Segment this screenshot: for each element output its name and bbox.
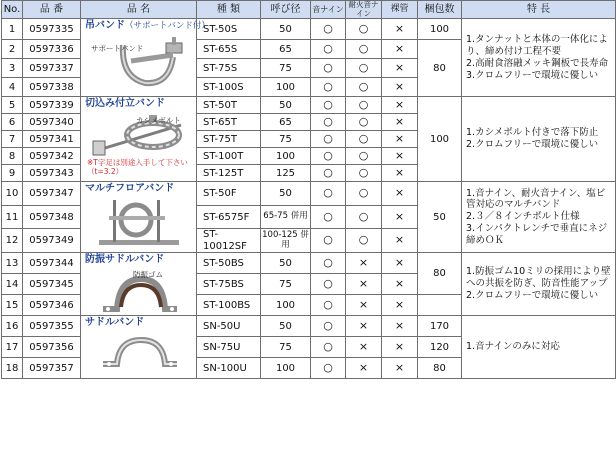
cell-bare-pipe: ×	[382, 165, 418, 182]
cell-code: 0597356	[23, 337, 81, 358]
cell-bare-pipe: ×	[382, 59, 418, 78]
cell-bare-pipe: ×	[382, 274, 418, 295]
cell-type: ST-50T	[197, 97, 261, 114]
header-row	[2, 1, 616, 19]
product-note: サポートバンド	[91, 44, 144, 54]
cell-sound-nylon: ○	[311, 131, 346, 148]
product-name	[85, 20, 210, 32]
cell-sound-nylon: ○	[311, 229, 346, 253]
cell-type: ST-6575F	[197, 206, 261, 229]
cell-pack: 100	[418, 19, 462, 40]
cell-type: ST-125T	[197, 165, 261, 182]
cell-sound-nylon: ○	[311, 274, 346, 295]
cell-code: 0597346	[23, 295, 81, 316]
cell-code: 0597335	[23, 19, 81, 40]
feature-line: 3.クロムフリーで環境に優しい	[466, 69, 599, 81]
cell-pack: 80	[418, 358, 462, 379]
header-sound-nylon: 音ナイン	[311, 1, 346, 19]
cell-sound-nylon: ○	[311, 114, 346, 131]
cell-fire-nylon: ○	[346, 97, 382, 114]
cell-type: SN-50U	[197, 316, 261, 337]
cell-type: ST-65T	[197, 114, 261, 131]
cell-size: 65-75 併用	[261, 206, 311, 229]
product-name-cell	[81, 316, 197, 379]
cell-type: ST-10012SF	[197, 229, 261, 253]
cell-bare-pipe: ×	[382, 229, 418, 253]
table-row	[2, 316, 616, 337]
product-subtitle: （サポートバンド付）	[125, 21, 210, 32]
product-name-cell	[81, 97, 197, 182]
header-size: 呼び径	[261, 1, 311, 19]
product-note: カシメボルト	[136, 116, 181, 126]
cell-bare-pipe: ×	[382, 40, 418, 59]
header-name: 品 名	[81, 1, 197, 19]
cell-sound-nylon: ○	[311, 97, 346, 114]
cell-no: 9	[2, 165, 23, 182]
cell-no: 7	[2, 131, 23, 148]
cell-sound-nylon: ○	[311, 182, 346, 206]
feature-cell	[462, 182, 616, 253]
cell-code: 0597349	[23, 229, 81, 253]
cell-fire-nylon: ×	[346, 295, 382, 316]
cell-type: ST-100BS	[197, 295, 261, 316]
cell-bare-pipe: ×	[382, 78, 418, 97]
cell-size: 65	[261, 40, 311, 59]
cell-fire-nylon: ○	[346, 182, 382, 206]
cell-fire-nylon: ○	[346, 40, 382, 59]
cell-code: 0597357	[23, 358, 81, 379]
cell-pack: 170	[418, 316, 462, 337]
cell-type: ST-75BS	[197, 274, 261, 295]
cell-sound-nylon: ○	[311, 206, 346, 229]
header-code: 品 番	[23, 1, 81, 19]
cell-no: 4	[2, 78, 23, 97]
header-pack: 梱包数	[418, 1, 462, 19]
cell-bare-pipe: ×	[382, 19, 418, 40]
cell-code: 0597337	[23, 59, 81, 78]
cell-size: 65	[261, 114, 311, 131]
cell-fire-nylon: ○	[346, 148, 382, 165]
cell-no: 6	[2, 114, 23, 131]
cell-type: ST-100T	[197, 148, 261, 165]
cell-fire-nylon: ×	[346, 253, 382, 274]
feature-cell	[462, 253, 616, 316]
cell-code: 0597342	[23, 148, 81, 165]
cell-no: 8	[2, 148, 23, 165]
cell-sound-nylon: ○	[311, 316, 346, 337]
cell-type: SN-75U	[197, 337, 261, 358]
cell-size: 100	[261, 148, 311, 165]
cell-no: 13	[2, 253, 23, 274]
cell-no: 14	[2, 274, 23, 295]
cell-bare-pipe: ×	[382, 337, 418, 358]
cell-size: 75	[261, 337, 311, 358]
cell-code: 0597338	[23, 78, 81, 97]
cell-bare-pipe: ×	[382, 295, 418, 316]
cell-sound-nylon: ○	[311, 337, 346, 358]
product-name-cell	[81, 182, 197, 253]
cell-no: 1	[2, 19, 23, 40]
cell-code: 0597339	[23, 97, 81, 114]
feature-line: 3.インパクトレンチで垂直にネジ締めＯＫ	[466, 223, 608, 247]
cell-size: 100	[261, 78, 311, 97]
feature-line: 1.音ナインのみに対応	[466, 341, 560, 353]
table-row	[2, 182, 616, 206]
product-name	[85, 317, 144, 329]
cell-sound-nylon: ○	[311, 165, 346, 182]
product-title: 防振サドルバンド	[85, 254, 165, 266]
cell-size: 100-125 併用	[261, 229, 311, 253]
cell-fire-nylon: ○	[346, 131, 382, 148]
feature-line: 2.クロムフリーで環境に優しい	[466, 290, 599, 302]
cell-size: 50	[261, 97, 311, 114]
product-name	[85, 254, 164, 266]
cell-code: 0597340	[23, 114, 81, 131]
cell-fire-nylon: ○	[346, 206, 382, 229]
cell-size: 125	[261, 165, 311, 182]
header-type: 種 類	[197, 1, 261, 19]
cell-type: ST-50S	[197, 19, 261, 40]
feature-line: 2.３／８インチボルト仕様	[466, 211, 580, 223]
cell-bare-pipe: ×	[382, 114, 418, 131]
cell-type: ST-65S	[197, 40, 261, 59]
header-no: No.	[2, 1, 23, 19]
cell-code: 0597343	[23, 165, 81, 182]
cell-size: 50	[261, 19, 311, 40]
cell-no: 3	[2, 59, 23, 78]
cell-bare-pipe: ×	[382, 253, 418, 274]
product-name-cell	[81, 19, 210, 97]
cell-fire-nylon: ×	[346, 316, 382, 337]
cell-code: 0597347	[23, 182, 81, 206]
cell-fire-nylon: ×	[346, 358, 382, 379]
cell-sound-nylon: ○	[311, 358, 346, 379]
cell-sound-nylon: ○	[311, 253, 346, 274]
cell-bare-pipe: ×	[382, 148, 418, 165]
cell-fire-nylon: ×	[346, 274, 382, 295]
product-title: 吊バンド	[85, 20, 125, 32]
cell-no: 12	[2, 229, 23, 253]
header-bare-pipe: 裸管	[382, 1, 418, 19]
cell-size: 100	[261, 358, 311, 379]
cell-type: ST-75T	[197, 131, 261, 148]
cell-code: 0597348	[23, 206, 81, 229]
cell-type: ST-100S	[197, 78, 261, 97]
feature-line: 1.カシメボルト付きで落下防止	[466, 127, 599, 139]
cell-sound-nylon: ○	[311, 295, 346, 316]
cell-bare-pipe: ×	[382, 97, 418, 114]
cell-no: 17	[2, 337, 23, 358]
cell-fire-nylon: ○	[346, 165, 382, 182]
cell-bare-pipe: ×	[382, 206, 418, 229]
cell-no: 5	[2, 97, 23, 114]
cell-bare-pipe: ×	[382, 316, 418, 337]
multi-floor-band-icon	[95, 196, 185, 248]
cell-fire-nylon: ○	[346, 78, 382, 97]
cell-fire-nylon: ×	[346, 337, 382, 358]
product-name	[85, 98, 165, 110]
table-row	[2, 253, 616, 274]
cell-sound-nylon: ○	[311, 40, 346, 59]
feature-cell	[462, 19, 616, 97]
cell-pack: 50	[418, 182, 462, 253]
cell-size: 75	[261, 131, 311, 148]
cell-pack: 100	[418, 97, 462, 182]
product-table	[1, 0, 616, 379]
cell-fire-nylon: ○	[346, 229, 382, 253]
feature-line: 1.防振ゴム10ミリの採用により壁への共振を防ぎ、防音性能アップ	[466, 266, 611, 290]
cell-no: 11	[2, 206, 23, 229]
table-row	[2, 97, 616, 114]
cell-fire-nylon: ○	[346, 19, 382, 40]
header-fire-nylon: 耐火音ナイン	[346, 1, 382, 19]
product-name	[85, 183, 174, 195]
cell-no: 16	[2, 316, 23, 337]
product-name-cell	[81, 253, 197, 316]
cell-code: 0597341	[23, 131, 81, 148]
product-title: 切込み付立バンド	[85, 98, 165, 110]
cell-pack	[418, 295, 462, 316]
cell-sound-nylon: ○	[311, 78, 346, 97]
product-title: サドルバンド	[85, 317, 145, 329]
cell-no: 2	[2, 40, 23, 59]
cell-type: SN-100U	[197, 358, 261, 379]
feature-cell	[462, 316, 616, 379]
cell-pack: 120	[418, 337, 462, 358]
cell-type: ST-50BS	[197, 253, 261, 274]
cell-pack: 80	[418, 40, 462, 97]
cell-size: 50	[261, 253, 311, 274]
product-title: マルチフロアバンド	[85, 183, 175, 195]
cell-sound-nylon: ○	[311, 148, 346, 165]
feature-line: 1.タンナットと本体の一体化により、締め付け工程不要	[466, 34, 608, 57]
cell-bare-pipe: ×	[382, 358, 418, 379]
cell-no: 18	[2, 358, 23, 379]
feature-line: 2.クロムフリーで環境に優しい	[466, 139, 599, 151]
cell-size: 75	[261, 274, 311, 295]
cell-type: ST-75S	[197, 59, 261, 78]
table-row	[2, 19, 616, 40]
product-note: 防振ゴム	[133, 270, 163, 280]
cell-no: 10	[2, 182, 23, 206]
product-warning: ※T字足は別途入手して下さい（t=3.2）	[87, 158, 188, 176]
header-feature: 特 長	[462, 1, 616, 19]
cell-code: 0597345	[23, 274, 81, 295]
cell-fire-nylon: ○	[346, 59, 382, 78]
cell-type: ST-50F	[197, 182, 261, 206]
cell-fire-nylon: ○	[346, 114, 382, 131]
cell-size: 50	[261, 182, 311, 206]
feature-line: 1.音ナイン、耐火音ナイン、塩ビ管対応のマルチバンド	[466, 187, 606, 211]
cell-bare-pipe: ×	[382, 131, 418, 148]
anti-vibration-saddle-icon	[99, 270, 179, 319]
cell-sound-nylon: ○	[311, 59, 346, 78]
cell-pack: 80	[418, 253, 462, 295]
cell-code: 0597344	[23, 253, 81, 274]
saddle-band-icon	[99, 334, 179, 374]
cell-bare-pipe: ×	[382, 182, 418, 206]
cell-sound-nylon: ○	[311, 19, 346, 40]
cell-no: 15	[2, 295, 23, 316]
cell-size: 75	[261, 59, 311, 78]
cell-code: 0597336	[23, 40, 81, 59]
cell-code: 0597355	[23, 316, 81, 337]
feature-line: 2.高耐食溶融メッキ鋼板で長寿命	[466, 57, 609, 69]
cell-size: 100	[261, 295, 311, 316]
cell-size: 50	[261, 316, 311, 337]
feature-cell	[462, 97, 616, 182]
